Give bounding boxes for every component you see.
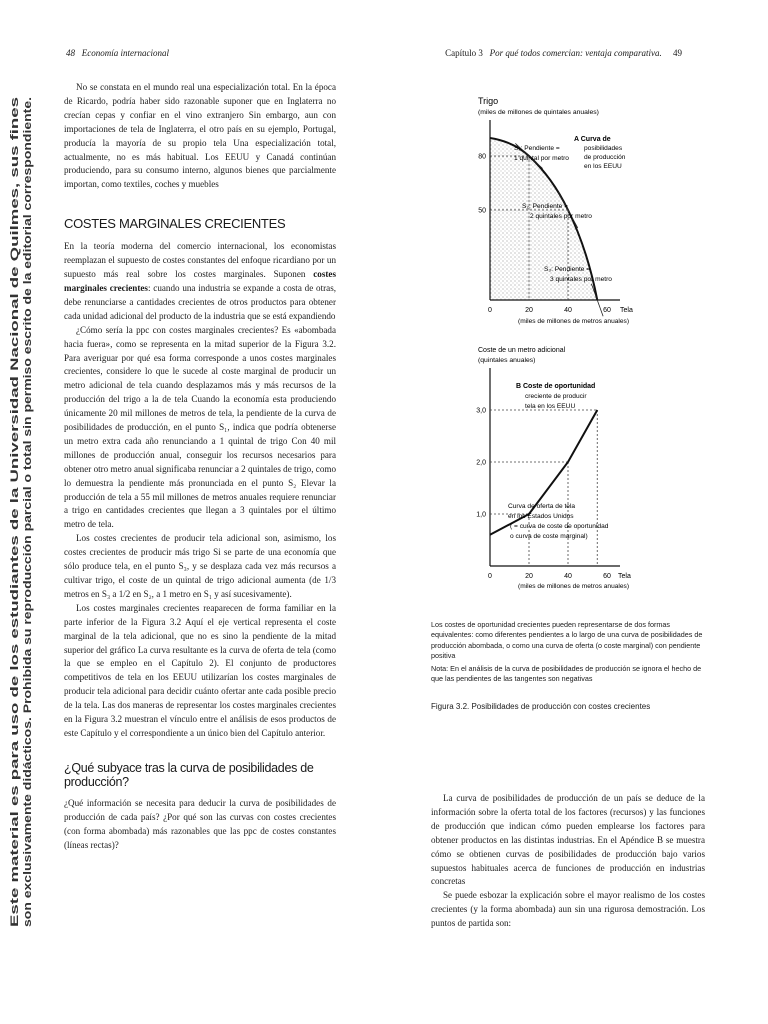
caption-main: Los costes de oportunidad crecientes pueden representarse de dos formas equivalentes: como diferentes pendientes a lo largo de una curva de posibilidades de producción abombada, o como una curva de oferta (o coste marginal) con pendiente positiva (431, 620, 703, 660)
s1-label: S₁: Pendiente = (514, 145, 560, 152)
top-x-tick-20: 20 (525, 307, 533, 314)
supply-label-line2: en los Estados Unidos (508, 513, 574, 520)
paragraph-text: No se constata en el mundo real una especialización total. En la época de Ricardo, podría haber sido razonable suponer que en Inglaterra no crecían cepas y confiar en el vino extranjero Sin embargo, aun con importaciones de tela de Inglaterra, el otro país en su ejemplo, Portugal, producía la mayoría de su propio tela Una especialización total, actualmente, no es más habitual. Los EEUU y Canadá continúan produciendo, para su consumo interno, algunos bienes que parcialmente importan, como textiles, coches y muebles (64, 82, 336, 190)
caption-note: Nota: En el análisis de la curva de posibilidades de producción se ignora el hecho de que las pendientes de las tangentes son negativas (431, 664, 702, 684)
s3-label: S₃: Pendiente = (544, 266, 591, 273)
right-running-title: Por qué todos comercian: ventaja comparativa. (489, 48, 662, 58)
top-x-tick-60: 60 (603, 307, 611, 314)
s2-slope: 2 quintales por metro (530, 213, 592, 220)
right-chapter: Capítulo 3 (445, 48, 483, 58)
label-a: A Curva de (574, 136, 611, 143)
paragraph-text: ¿Cómo sería la ppc con costes marginales crecientes? Es «abombada hacia fuera», como se representa en la mitad superior de la Figura 3.2. Para averiguar por qué esa forma corresponde a unos costes marginales crecientes, considere lo que le sucede al coste marginal de producir un metro adicional de tela cuando desplazamos más y más recursos de la producción del trigo a la de tela Cuando la economía esta produciendo únicamente 20 mil millones de metros de tela, la pendiente de la curva de posibilidades de producción, en el punto S₁, indica que podría obtenerse un metro extra cada año renunciando a 1 quintal de trigo Con 40 mil millones de producción anual, conseguir los recursos necesarios para obtener otro metro anual significaba renunciar a 2 quintales de trigo, como lo demuestra la pendiente más pronunciada en el punto S₂ Elevar la producción de tela a 55 mil millones de metros anuales requiere renunciar a trigo en cantidades crecientes que llegan a 3 quintales por el último metro de tela. (64, 324, 336, 530)
label-a-line4: en los EEUU (584, 163, 622, 170)
paragraph (64, 81, 336, 192)
left-page-number: 48 (66, 48, 75, 58)
top-y-tick-50: 50 (478, 207, 486, 215)
paragraph (64, 240, 336, 323)
bold-term: costes marginales crecientes (64, 269, 336, 293)
label-a-line2: posibilidades (584, 145, 623, 152)
watermark-line-2: son exclusivamente didácticos. Prohibida su reproducción parcial o total sin permiso escrito de la editorial correspondiente. (22, 298, 34, 927)
section-heading: COSTES MARGINALES CRECIENTES (64, 216, 286, 232)
left-header (66, 48, 169, 58)
bottom-x-title: Tela (618, 573, 631, 580)
top-x-tick-0: 0 (488, 307, 492, 314)
paragraph (431, 792, 705, 889)
bottom-y-subtitle: (quintales anuales) (478, 357, 536, 364)
side-watermark (6, 92, 34, 927)
paragraph (431, 889, 705, 931)
paragraph-text: : cuando una industria se expande a costa de otras, debe renunciarse a cantidades crecientes de otros productos para obtener cada unidad adicional del producto de la industria que se está expandiendo (64, 282, 337, 321)
top-x-subtitle: (miles de millones de metros anuales) (518, 318, 630, 325)
bottom-y-tick-3: 3,0 (476, 407, 486, 415)
label-a-line3: de producción (584, 154, 626, 161)
bottom-y-title: Coste de un metro adicional (478, 347, 566, 354)
bottom-y-tick-2: 2,0 (476, 459, 486, 467)
label-b-line3: tela en los EEUU (525, 403, 576, 410)
left-column (64, 81, 336, 853)
right-header (445, 48, 682, 58)
top-x-tick-40: 40 (564, 307, 572, 314)
s1-slope: 1 quintal por metro (514, 155, 569, 162)
left-running-title: Economía internacional (81, 48, 169, 58)
top-y-subtitle: (miles de millones de quintales anuales) (478, 109, 599, 116)
bottom-x-tick-60: 60 (603, 573, 611, 580)
supply-label-line4: o curva de coste marginal) (510, 533, 588, 540)
paragraph (64, 324, 336, 533)
paragraph-text: Se puede esbozar la explicación sobre el mayor realismo de los costes crecientes (y la forma abombada) aun sin una rigurosa demostración. Los puntos de partida son: (431, 890, 705, 929)
section-heading: ¿Qué subyace tras la curva de posibilidades de producción? (64, 760, 314, 789)
watermark-line-1: Este material es para uso de los estudiantes de la Universidad Nacional de Quilmes, sus fines (9, 454, 21, 927)
bottom-x-subtitle: (miles de millones de metros anuales) (518, 583, 630, 590)
label-b-line2: creciente de producir (525, 393, 587, 400)
supply-label: Curva de oferta de tela (508, 503, 576, 510)
right-column (431, 792, 705, 931)
figure-captions (431, 620, 707, 711)
s3-slope: 3 quintales por metro (550, 276, 612, 283)
paragraph-text: Los costes crecientes de producir tela adicional son, asimismo, los costes crecientes de producir más trigo Si se parte de una economía que sólo produce tela, en el punto S₃, y se desplaza cada vez más recursos a cultivar trigo, el coste de un quintal de trigo adicional aumenta (de 1/3 metros en S₃ a 1/2 en S₂, a 1 metro en S₁ y así sucesivamente). (64, 533, 336, 599)
bottom-y-tick-1: 1,0 (476, 511, 486, 519)
top-y-title: Trigo (478, 96, 499, 106)
figure-label: Figura 3.2. Posibilidades de producción con costes crecientes (431, 701, 651, 711)
paragraph-text: ¿Qué información se necesita para deducir la curva de posibilidades de producción de cada país? ¿Por qué son las curvas con costes crecientes (con forma abombada) más razonables que las ppc de costes constantes (líneas rectas)? (64, 797, 336, 850)
figure-3-2 (470, 92, 680, 612)
paragraph (64, 797, 336, 853)
bottom-x-tick-40: 40 (564, 573, 572, 580)
paragraph (64, 602, 336, 741)
right-page-number: 49 (673, 48, 682, 58)
s2-label: S₂: Pendiente = (522, 203, 569, 210)
bottom-x-tick-0: 0 (488, 573, 492, 580)
label-b: B Coste de oportunidad (516, 383, 596, 390)
top-x-title: Tela (620, 307, 633, 314)
paragraph-text: La curva de posibilidades de producción de un país se deduce de la información sobre la oferta total de los factores (recursos) y las funciones de producción que indican cómo pueden emplearse los factores para obtener productos en las distintas industrias. En el Apéndice B se muestra cómo se obtienen curvas de posibilidades de producción bajo varios supuestos habituales acerca de funciones de producción en industrias concretas (431, 793, 705, 887)
top-y-tick-80: 80 (478, 153, 486, 161)
paragraph (64, 532, 336, 602)
supply-label-line3: ( = curva de coste de oportunidad (510, 523, 609, 530)
paragraph-text: En la teoría moderna del comercio internacional, los economistas reemplazan el supuesto de costes constantes del enfoque ricardiano por un supuesto más real sobre los costes marginales. Suponen (64, 241, 336, 280)
paragraph-text: Los costes marginales crecientes reaparecen de forma familiar en la parte inferior de la Figura 3.2 Aquí el eje vertical representa el coste marginal de la tela adicional, que no es sino la pendiente de la mitad superior del gráfico La curva resultante es la curva de oferta de tela (como la que se empleo en el Capítulo 2). El conjunto de productores competitivos de tela en los EEUU utilizarían los costes marginales de producir tela adicional para decidir cuánto ofertar ante cada posible precio de la tela. Las dos maneras de representar los costes marginales crecientes en la Figura 3.2 muestran el vínculo entre el análisis de esos productos de este Capítulo y el correspondiente a un único bien del Capítulo anterior. (64, 602, 336, 738)
bottom-x-tick-20: 20 (525, 573, 533, 580)
